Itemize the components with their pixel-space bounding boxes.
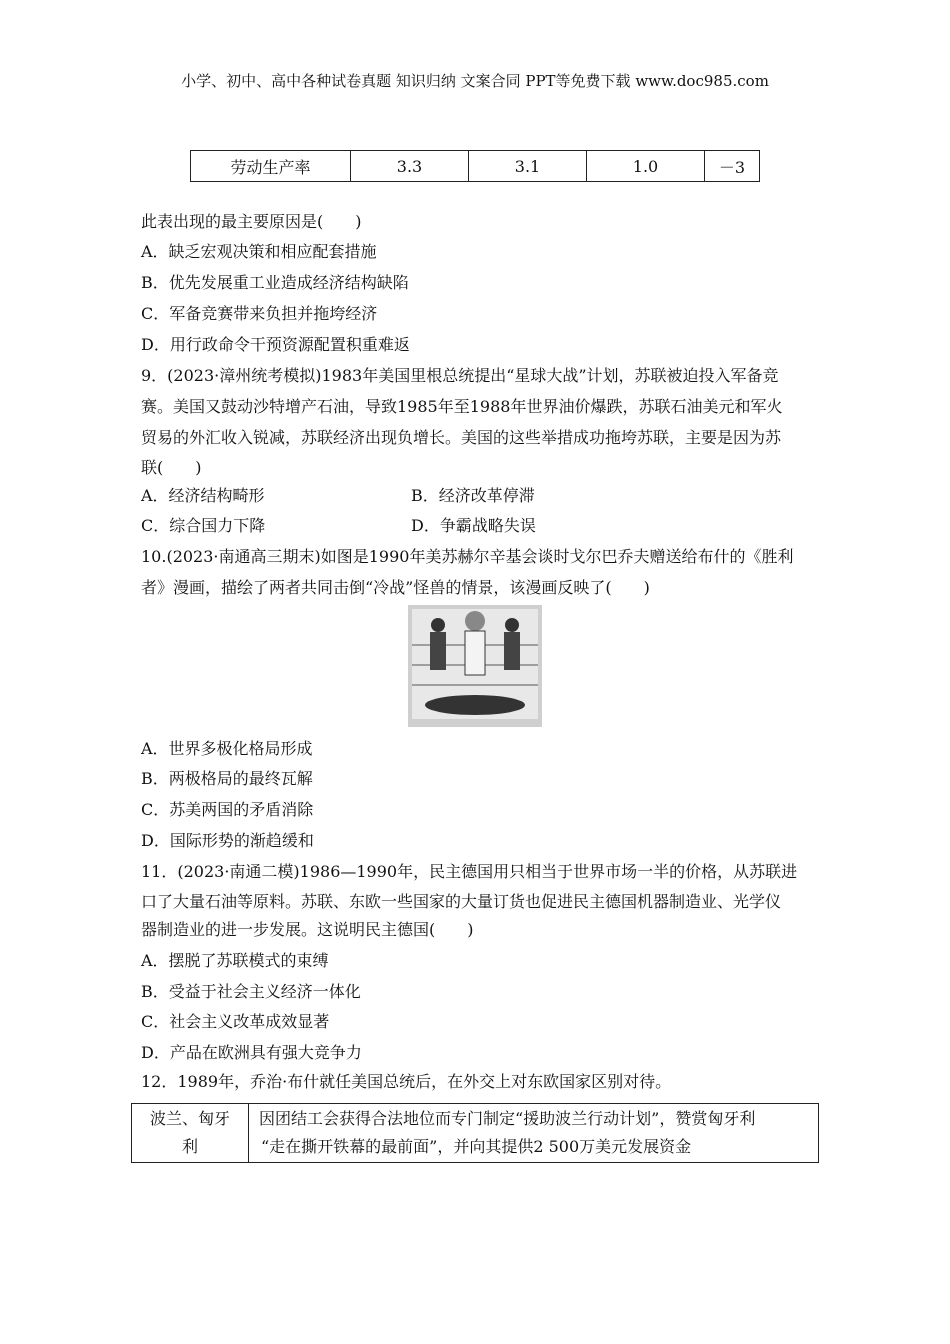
table-cell: －3 xyxy=(705,151,760,182)
option: B．优先发展重工业造成经济结构缺陷 xyxy=(141,273,409,292)
option: B．两极格局的最终瓦解 xyxy=(141,769,313,788)
question-stem: 此表出现的最主要原因是( ) xyxy=(141,212,362,231)
table-cell: 劳动生产率 xyxy=(191,151,351,182)
option: D．国际形势的渐趋缓和 xyxy=(141,831,314,850)
page-header: 小学、初中、高中各种试卷真题 知识归纳 文案合同 PPT等免费下载 www.doc985.com xyxy=(181,72,769,90)
option: C．军备竞赛带来负担并拖垮经济 xyxy=(141,304,378,323)
cell-line: “走在撕开铁幕的最前面”，并向其提供2 500万美元发展资金 xyxy=(261,1137,692,1156)
option: A．缺乏宏观决策和相应配套措施 xyxy=(141,242,377,261)
table-cell: 1.0 xyxy=(587,151,705,182)
option: D．争霸战略失误 xyxy=(411,516,536,535)
option: C．综合国力下降 xyxy=(141,516,266,535)
table-cell: 3.3 xyxy=(351,151,469,182)
question-text: 贸易的外汇收入锐减，苏联经济出现负增长。美国的这些举措成功拖垮苏联，主要是因为苏 xyxy=(141,428,782,447)
table-cell: 3.1 xyxy=(469,151,587,182)
question-text: 者》漫画，描绘了两者共同击倒“冷战”怪兽的情景，该漫画反映了( ) xyxy=(141,578,650,597)
cell-line: 利 xyxy=(181,1137,198,1156)
option: A．世界多极化格局形成 xyxy=(141,739,313,758)
question-text: 赛。美国又鼓动沙特增产石油，导致1985年至1988年世界油价爆跌，苏联石油美元和军火 xyxy=(141,397,783,416)
option: B．受益于社会主义经济一体化 xyxy=(141,982,361,1001)
table-row xyxy=(191,151,760,182)
option: A．经济结构畸形 xyxy=(141,486,265,505)
question-text: 10.(2023·南通高三期末)如图是1990年美苏赫尔辛基会谈时戈尔巴乔夫赠送给布什的《胜利 xyxy=(141,547,794,566)
question-text: 9．(2023·漳州统考模拟)1983年美国里根总统提出“星球大战”计划，苏联被迫投入军备竞 xyxy=(141,366,779,385)
table-row xyxy=(132,1104,819,1163)
option: D．用行政命令干预资源配置积重难返 xyxy=(141,335,410,354)
question-stem: 12．1989年，乔治·布什就任美国总统后，在外交上对东欧国家区别对待。 xyxy=(141,1072,672,1091)
option: C．社会主义改革成效显著 xyxy=(141,1012,330,1031)
option: D．产品在欧洲具有强大竞争力 xyxy=(141,1043,362,1062)
cell-line: 波兰、匈牙 xyxy=(149,1109,230,1128)
question-text: 联( ) xyxy=(141,458,202,477)
cartoon-image xyxy=(408,605,542,727)
option: B．经济改革停滞 xyxy=(411,486,535,505)
policy-table xyxy=(131,1103,819,1163)
content-cell xyxy=(249,1104,819,1163)
option: A．摆脱了苏联模式的束缚 xyxy=(141,951,329,970)
cell-line: 因团结工会获得合法地位而专门制定“援助波兰行动计划”，赞赏匈牙利 xyxy=(259,1109,756,1128)
data-table xyxy=(190,150,760,182)
country-cell xyxy=(132,1104,249,1163)
option: C．苏美两国的矛盾消除 xyxy=(141,800,314,819)
question-text: 11．(2023·南通二模)1986—1990年，民主德国用只相当于世界市场一半的价格，从苏联进 xyxy=(141,862,798,881)
question-text: 口了大量石油等原料。苏联、东欧一些国家的大量订货也促进民主德国机器制造业、光学仪 xyxy=(141,892,782,911)
question-text: 器制造业的进一步发展。这说明民主德国( ) xyxy=(141,920,474,939)
